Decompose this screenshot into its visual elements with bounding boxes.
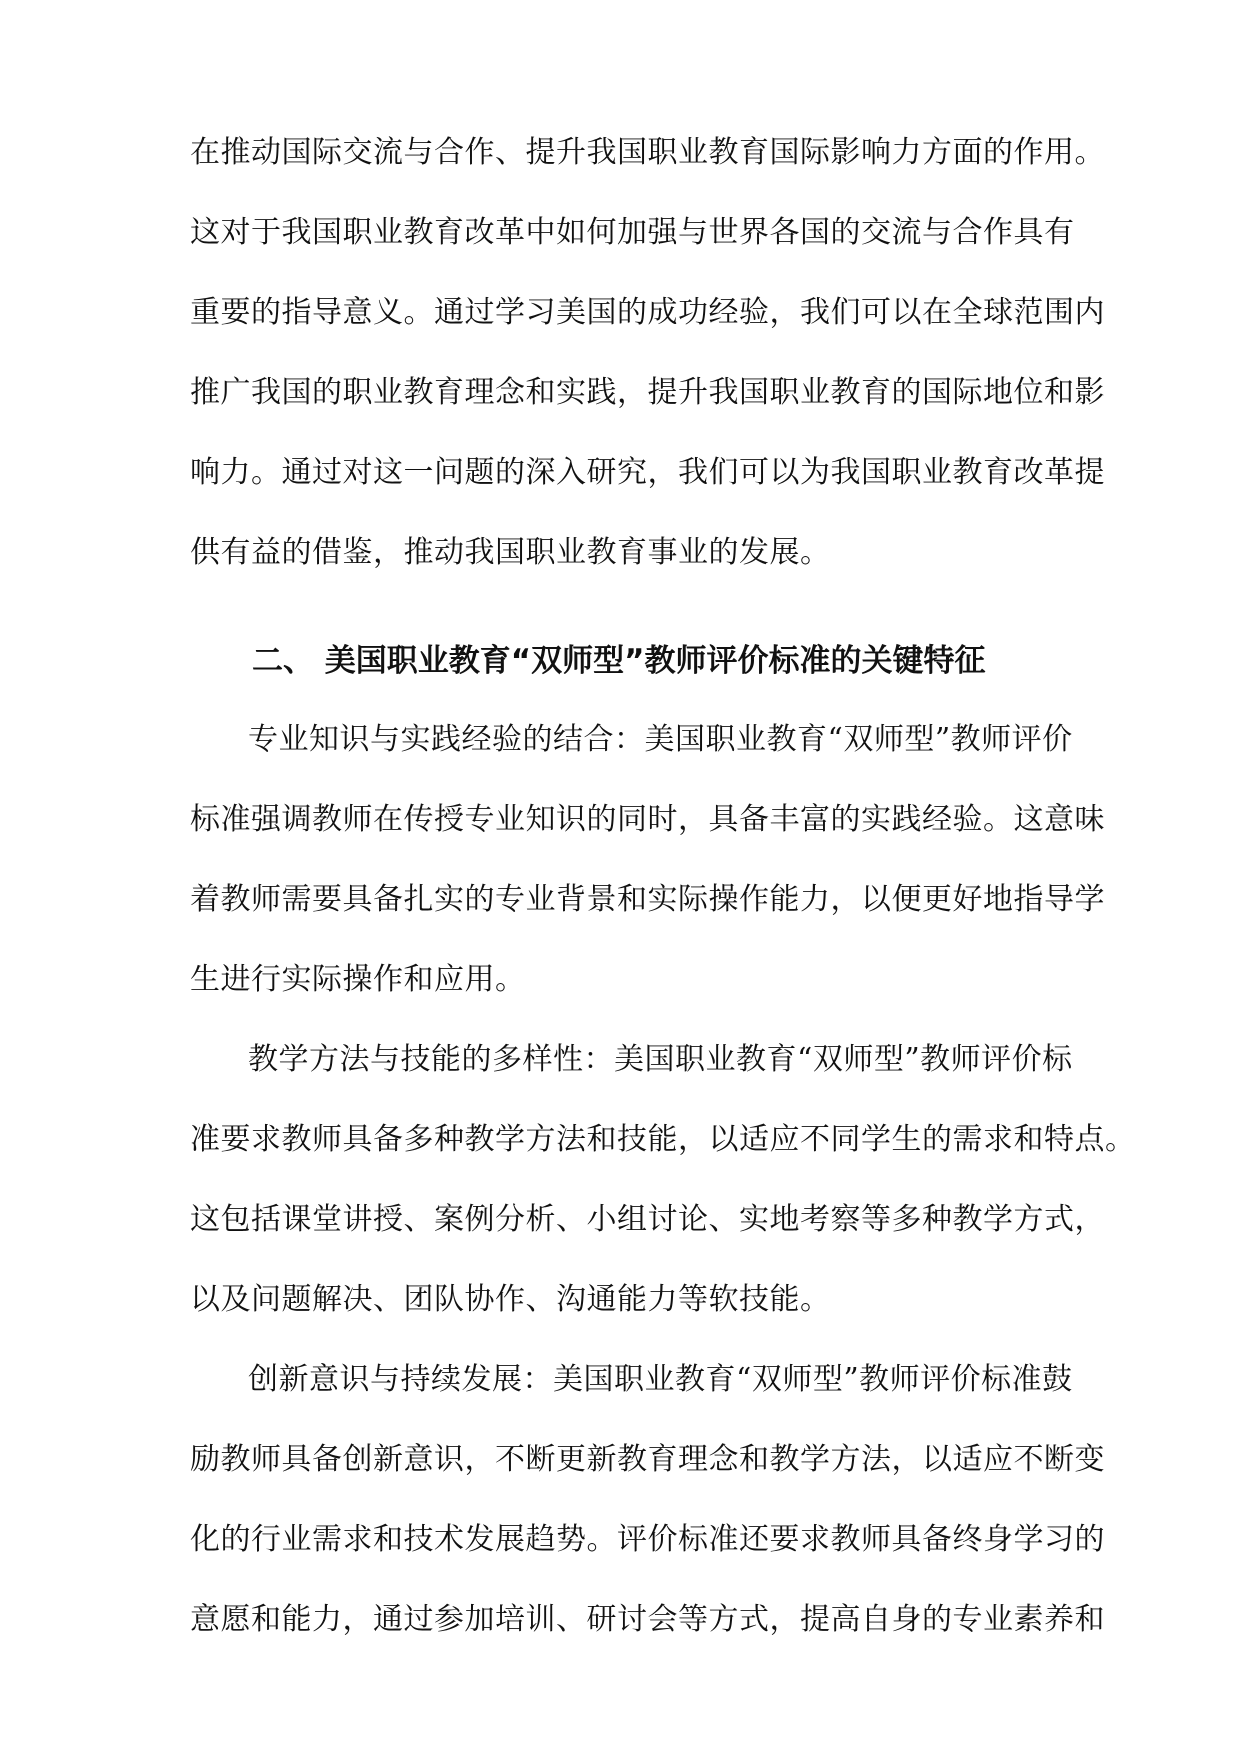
section-heading: 二、 美国职业教育“双师型”教师评价标准的关键特征: [252, 643, 986, 679]
paragraph1-line-3: 着教师需要具备扎实的专业背景和实际操作能力，以便更好地指导学: [190, 882, 1105, 917]
paragraph3-line-2: 励教师具备创新意识，不断更新教育理念和教学方法，以适应不断变: [190, 1442, 1105, 1477]
paragraph1-line-2: 标准强调教师在传授专业知识的同时，具备丰富的实践经验。这意味: [190, 802, 1105, 837]
paragraph3-line-3: 化的行业需求和技术发展趋势。评价标准还要求教师具备终身学习的: [190, 1522, 1105, 1557]
paragraph1-line-4: 生进行实际操作和应用。: [190, 962, 526, 997]
intro-line-3: 重要的指导意义。通过学习美国的成功经验，我们可以在全球范围内: [190, 295, 1105, 330]
paragraph2-line-3: 这包括课堂讲授、案例分析、小组讨论、实地考察等多种教学方式，: [190, 1202, 1105, 1237]
intro-line-6: 供有益的借鉴，推动我国职业教育事业的发展。: [190, 535, 831, 570]
intro-line-5: 响力。通过对这一问题的深入研究，我们可以为我国职业教育改革提: [190, 455, 1105, 490]
paragraph1-line-1: 专业知识与实践经验的结合：美国职业教育“双师型”教师评价: [248, 722, 1073, 757]
paragraph2-line-4: 以及问题解决、团队协作、沟通能力等软技能。: [190, 1282, 831, 1317]
intro-line-1: 在推动国际交流与合作、提升我国职业教育国际影响力方面的作用。: [190, 135, 1105, 170]
paragraph2-line-2: 准要求教师具备多种教学方法和技能，以适应不同学生的需求和特点。: [190, 1122, 1136, 1157]
paragraph3-line-1: 创新意识与持续发展：美国职业教育“双师型”教师评价标准鼓: [248, 1362, 1073, 1397]
paragraph2-line-1: 教学方法与技能的多样性：美国职业教育“双师型”教师评价标: [248, 1042, 1073, 1077]
paragraph3-line-4: 意愿和能力，通过参加培训、研讨会等方式，提高自身的专业素养和: [190, 1602, 1105, 1637]
intro-line-2: 这对于我国职业教育改革中如何加强与世界各国的交流与合作具有: [190, 215, 1075, 250]
intro-line-4: 推广我国的职业教育理念和实践，提升我国职业教育的国际地位和影: [190, 375, 1105, 410]
